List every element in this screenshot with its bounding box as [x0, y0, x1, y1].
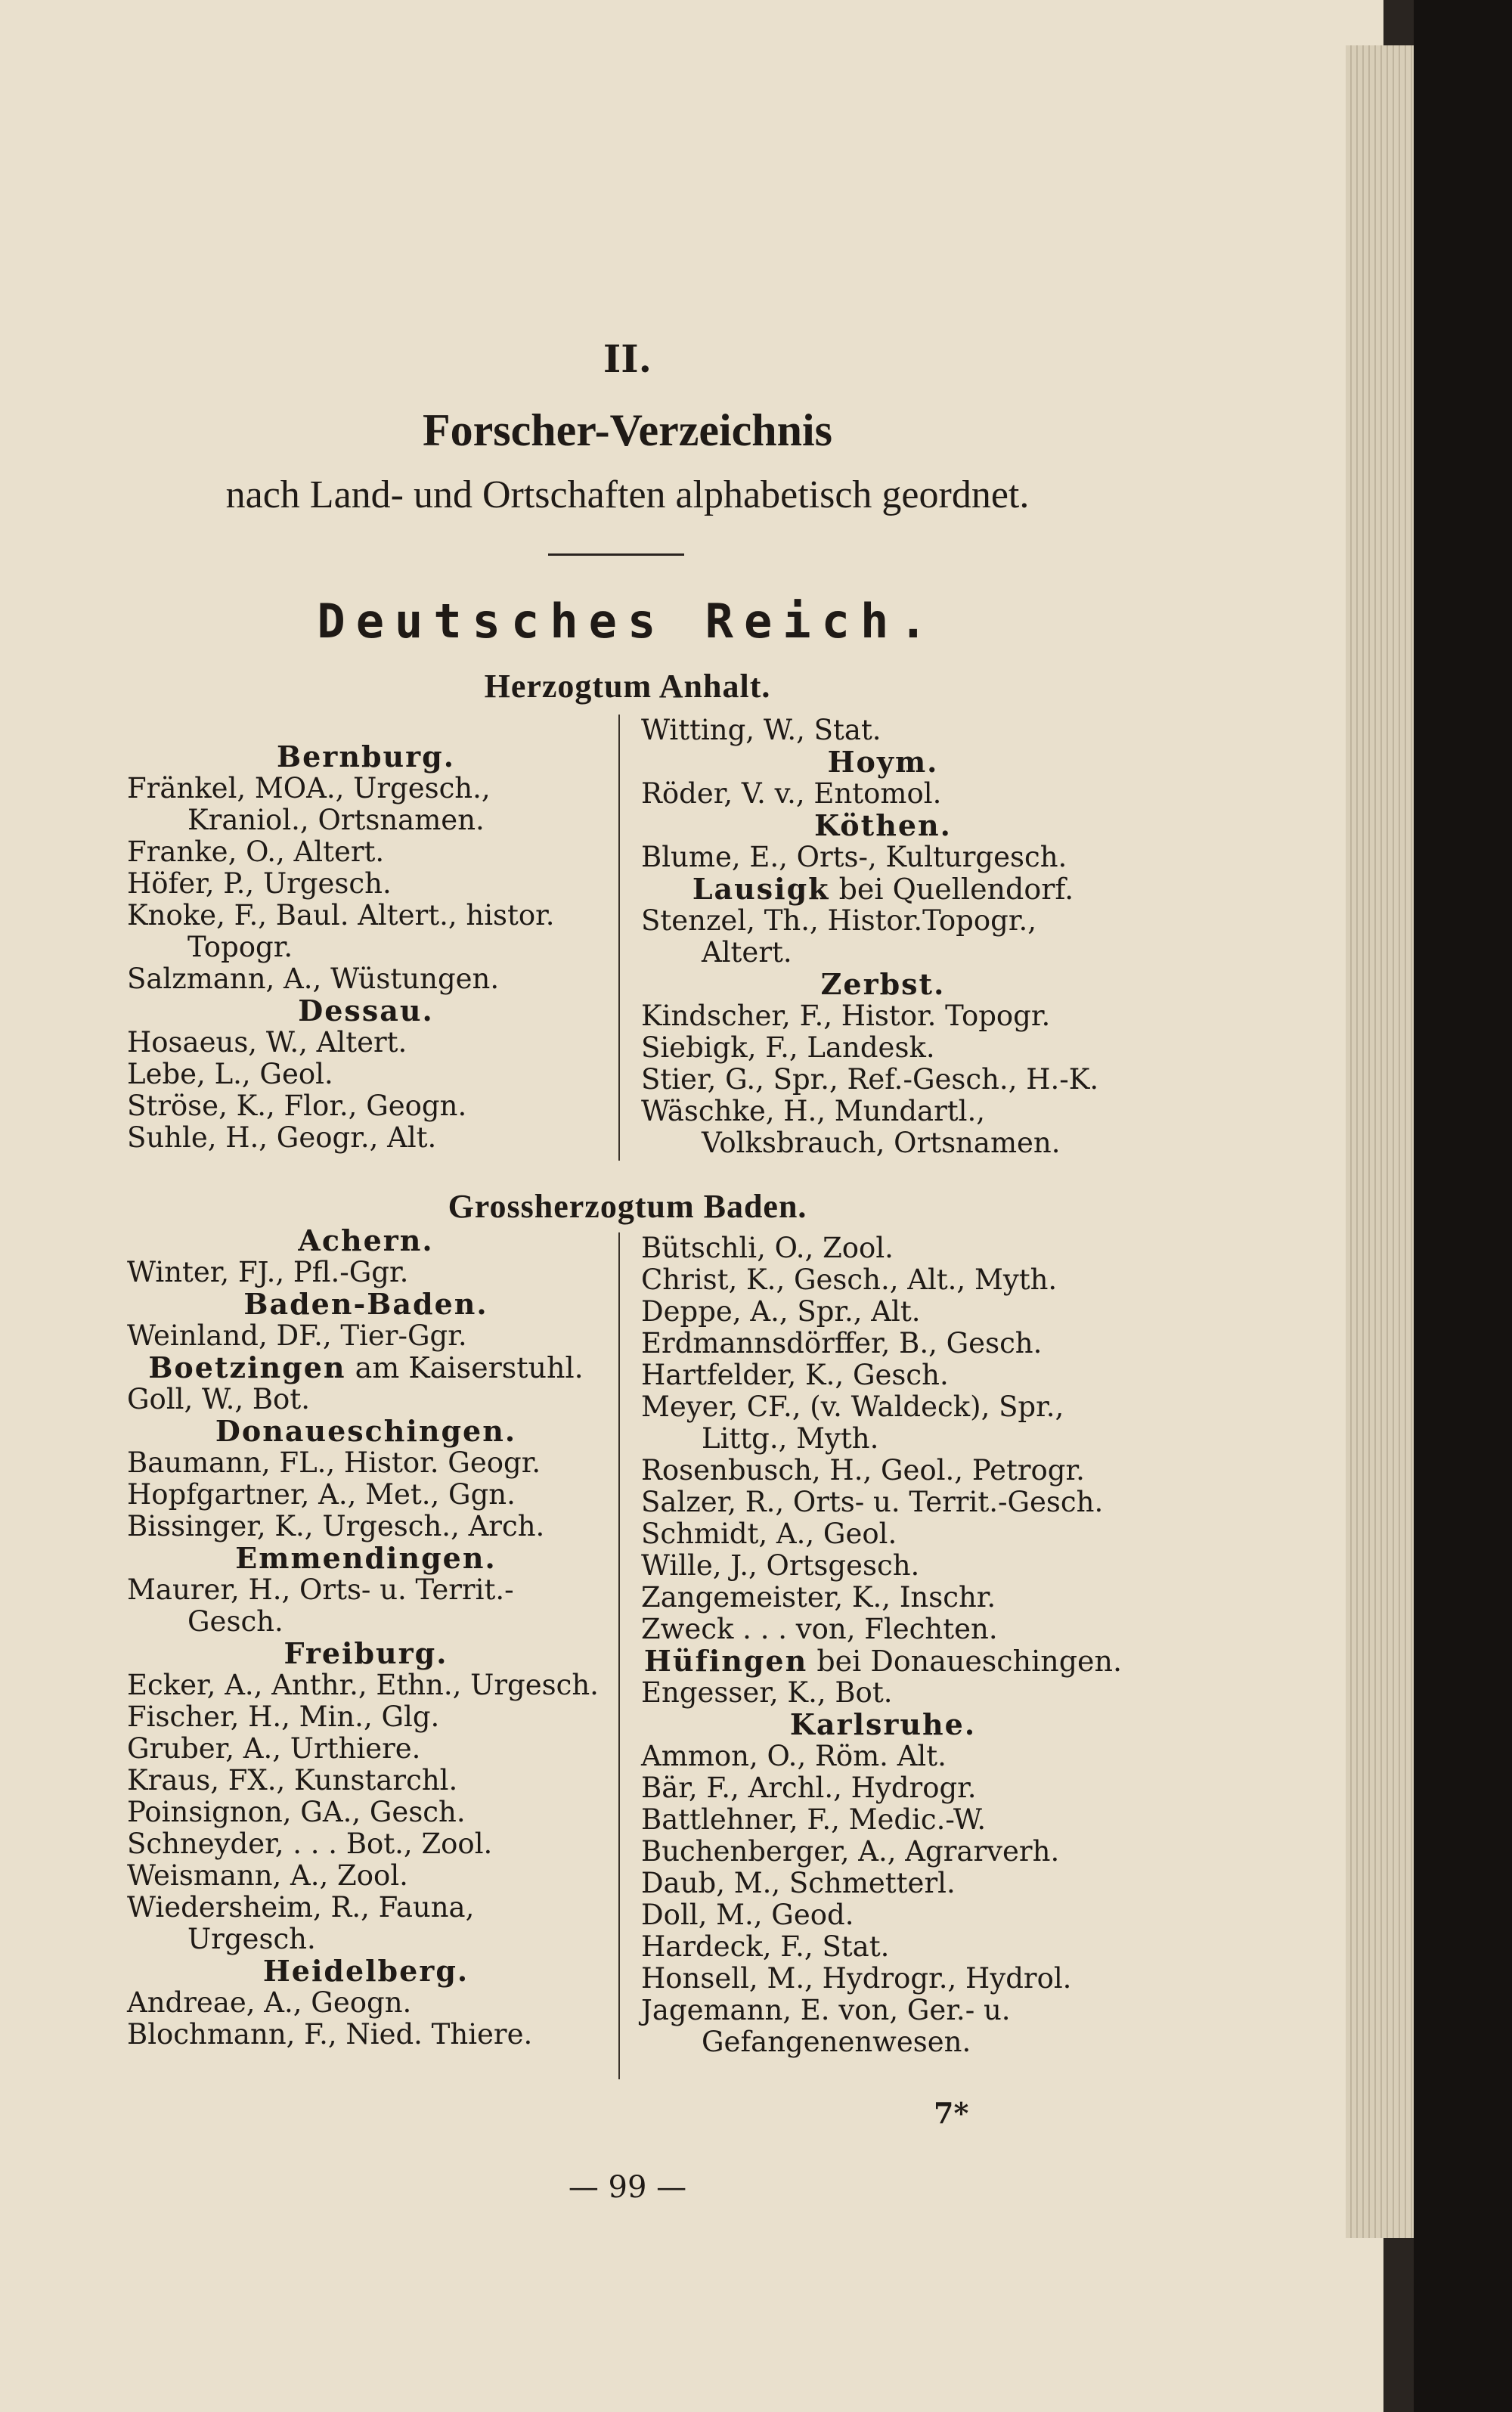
researcher-entry: Hartfelder, K., Gesch. [641, 1359, 949, 1391]
researcher-entry: Lebe, L., Geol. [127, 1058, 333, 1090]
researcher-entry: Wille, J., Ortsgesch. [641, 1549, 920, 1582]
researcher-entry: Goll, W., Bot. [127, 1383, 310, 1415]
title-divider [548, 553, 684, 556]
place-heading [641, 1645, 1125, 1677]
place-heading [127, 1352, 605, 1384]
researcher-entry: Fischer, H., Min., Glg. [127, 1700, 440, 1733]
place-name: Hüfingen [643, 1644, 808, 1678]
researcher-entry: Doll, M., Geod. [641, 1899, 854, 1931]
researcher-entry: Franke, O., Altert. [127, 836, 385, 868]
place-heading [127, 741, 605, 773]
researcher-entry: Winter, FJ., Pfl.-Ggr. [127, 1256, 409, 1288]
researcher-entry: Jagemann, E. von, Ger.- u. Gefangenenwesen. [641, 1994, 1011, 2058]
place-name: Boetzingen [148, 1350, 346, 1384]
place-heading [127, 1288, 605, 1320]
section-baden-left-column [127, 1225, 605, 2051]
researcher-entry: Wäschke, H., Mundartl., Volksbrauch, Ortsnamen. [641, 1095, 1061, 1159]
researcher-entry: Deppe, A., Spr., Alt. [641, 1295, 921, 1328]
place-name: Köthen. [814, 808, 952, 842]
place-name: Heidelberg. [262, 1954, 469, 1988]
page-title: Forscher-Verzeichnis [422, 405, 833, 455]
researcher-entry: Ecker, A., Anthr., Ethn., Urgesch. [127, 1669, 599, 1701]
researcher-entry: Bär, F., Archl., Hydrogr. [641, 1772, 977, 1804]
place-heading [127, 1225, 605, 1257]
researcher-entry: Gruber, A., Urthiere. [127, 1732, 421, 1765]
researcher-entry: Stenzel, Th., Histor.Topogr., Altert. [641, 904, 1036, 969]
researcher-entry: Weismann, A., Zool. [127, 1859, 408, 1892]
place-heading [641, 1709, 1125, 1741]
researcher-entry: Engesser, K., Bot. [641, 1676, 893, 1709]
place-heading [641, 873, 1125, 905]
researcher-entry: Bütschli, O., Zool. [641, 1232, 894, 1264]
section-title-anhalt: Herzogtum Anhalt. [484, 668, 771, 705]
researcher-entry: Salzmann, A., Wüstungen. [127, 963, 500, 995]
researcher-entry: Honsell, M., Hydrogr., Hydrol. [641, 1962, 1072, 1995]
researcher-entry: Erdmannsdörffer, B., Gesch. [641, 1327, 1043, 1359]
place-name: Zerbst. [820, 967, 946, 1001]
place-qualifier: bei Quellendorf. [829, 873, 1074, 906]
researcher-entry: Maurer, H., Orts- u. Territ.-Gesch. [127, 1573, 514, 1638]
section-title-baden: Grossherzogtum Baden. [448, 1188, 807, 1225]
researcher-entry: Witting, W., Stat. [641, 714, 881, 746]
researcher-entry: Stier, G., Spr., Ref.-Gesch., H.-K. [641, 1063, 1099, 1096]
researcher-entry: Fränkel, MOA., Urgesch., Kraniol., Ortsnamen. [127, 772, 491, 836]
researcher-entry: Zweck . . . von, Flechten. [641, 1613, 998, 1645]
signature-mark: 7* [934, 2096, 969, 2130]
chapter-number: II. [603, 336, 652, 381]
researcher-entry: Ströse, K., Flor., Geogn. [127, 1090, 467, 1122]
place-name: Emmendingen. [235, 1541, 497, 1575]
researcher-entry: Blume, E., Orts-, Kulturgesch. [641, 841, 1067, 873]
researcher-entry: Daub, M., Schmetterl. [641, 1867, 956, 1899]
column-divider [618, 1232, 620, 2079]
section-anhalt-left-column [127, 741, 605, 1154]
place-name: Baden-Baden. [243, 1287, 488, 1321]
place-name: Karlsruhe. [789, 1707, 977, 1741]
place-name: Donaueschingen. [215, 1414, 517, 1448]
researcher-entry: Baumann, FL., Histor. Geogr. [127, 1446, 541, 1479]
researcher-entry: Poinsignon, GA., Gesch. [127, 1796, 466, 1828]
place-qualifier: am Kaiserstuhl. [345, 1351, 584, 1384]
page-subtitle: nach Land- und Ortschaften alphabetisch geordnet. [225, 473, 1030, 516]
place-heading [127, 1638, 605, 1669]
researcher-entry: Hardeck, F., Stat. [641, 1930, 890, 1963]
place-heading [127, 1955, 605, 1987]
researcher-entry: Hosaeus, W., Altert. [127, 1026, 407, 1059]
researcher-entry: Schneyder, . . . Bot., Zool. [127, 1828, 493, 1860]
place-name: Freiburg. [284, 1636, 448, 1670]
researcher-entry: Salzer, R., Orts- u. Territ.-Gesch. [641, 1486, 1104, 1518]
researcher-entry: Siebigk, F., Landesk. [641, 1031, 935, 1064]
researcher-entry: Suhle, H., Geogr., Alt. [127, 1121, 437, 1154]
researcher-entry: Höfer, P., Urgesch. [127, 867, 392, 900]
researcher-entry: Meyer, CF., (v. Waldeck), Spr., Littg., Myth. [641, 1390, 1064, 1455]
section-baden-right-column [641, 1232, 1125, 2058]
place-name: Hoym. [827, 745, 939, 779]
researcher-entry: Hopfgartner, A., Met., Ggn. [127, 1478, 516, 1511]
researcher-entry: Bissinger, K., Urgesch., Arch. [127, 1510, 545, 1542]
place-name: Lausigk [692, 872, 830, 906]
place-heading [127, 1542, 605, 1574]
researcher-entry: Buchenberger, A., Agrarverh. [641, 1835, 1060, 1868]
researcher-entry: Knoke, F., Baul. Altert., histor. Topogr. [127, 899, 555, 963]
place-heading [641, 969, 1125, 1000]
researcher-entry: Blochmann, F., Nied. Thiere. [127, 2018, 533, 2051]
place-name: Achern. [298, 1223, 434, 1257]
place-heading [127, 995, 605, 1027]
place-qualifier: bei Donaueschingen. [807, 1645, 1123, 1678]
researcher-entry: Rosenbusch, H., Geol., Petrogr. [641, 1454, 1085, 1487]
researcher-entry: Kindscher, F., Histor. Topogr. [641, 1000, 1051, 1032]
researcher-entry: Zangemeister, K., Inschr. [641, 1581, 996, 1614]
book-cover [1414, 0, 1512, 2412]
researcher-entry: Röder, V. v., Entomol. [641, 777, 942, 810]
place-name: Dessau. [298, 994, 434, 1028]
researcher-entry: Ammon, O., Röm. Alt. [641, 1740, 947, 1772]
place-heading [641, 746, 1125, 778]
researcher-entry: Andreae, A., Geogn. [127, 1986, 412, 2019]
place-heading [641, 810, 1125, 842]
researcher-entry: Christ, K., Gesch., Alt., Myth. [641, 1263, 1058, 1296]
page-edges [1346, 45, 1414, 2238]
researcher-entry: Kraus, FX., Kunstarchl. [127, 1764, 458, 1797]
place-name: Bernburg. [277, 739, 455, 774]
country-heading: Deutsches Reich. [317, 594, 938, 649]
column-divider [618, 715, 620, 1161]
researcher-entry: Schmidt, A., Geol. [641, 1518, 897, 1550]
researcher-entry: Weinland, DF., Tier-Ggr. [127, 1319, 467, 1352]
section-anhalt-right-column [641, 715, 1125, 1159]
researcher-entry: Battlehner, F., Medic.-W. [641, 1803, 987, 1836]
place-heading [127, 1415, 605, 1447]
researcher-entry: Wiedersheim, R., Fauna, Urgesch. [127, 1891, 475, 1955]
page-number: — 99 — [568, 2170, 687, 2205]
